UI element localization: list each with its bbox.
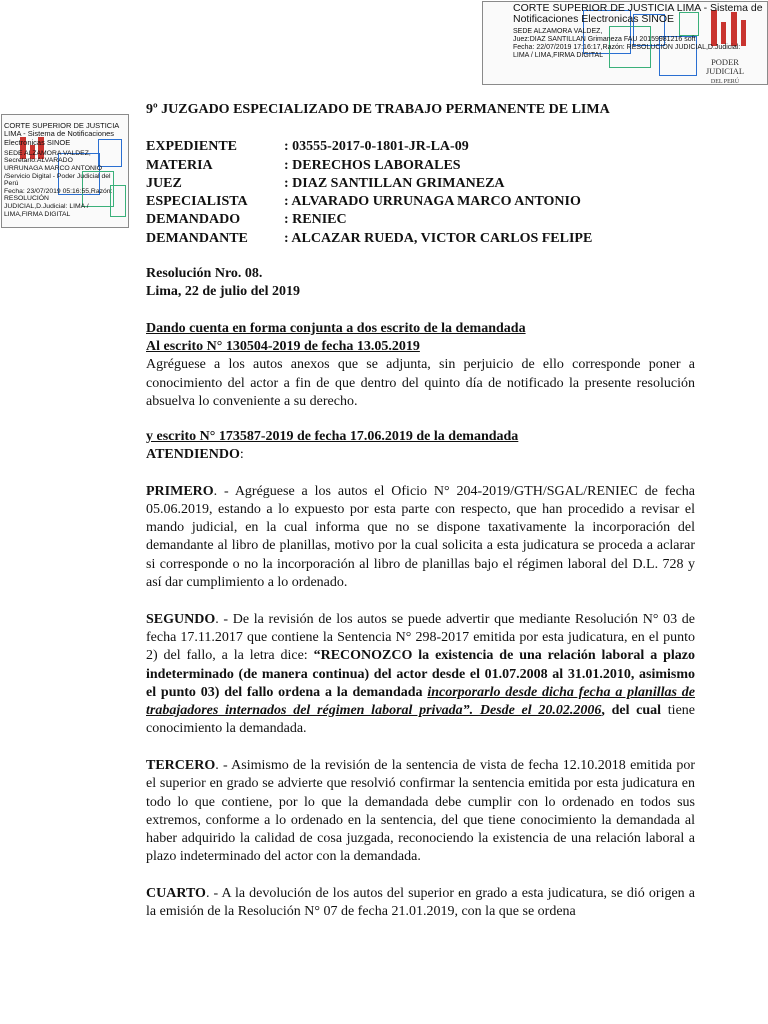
stamp-top-details: SEDE ALZAMORA VALDEZ, Juez:DIAZ SANTILLAN Grimaneza FAU 20159981216 soft Fecha: 22/07/2019 17:16:17,Razón: RESOLUCIÓN JUDICIAL,D.Judicial: LIMA / LIMA,FIRMA DIGITAL (513, 28, 741, 59)
stamp-top-title: CORTE SUPERIOR DE JUSTICIA LIMA - Sistema de Notificaciones Electronicas SINOE (513, 2, 763, 25)
atendiendo-colon: : (239, 446, 244, 462)
resolution-document (146, 101, 695, 922)
atendiendo-label: ATENDIENDO (146, 446, 240, 462)
segundo-quote: “RECONOZCO la existencia de una relación laboral a plazo indeterminado (de manera continua) del actor desde el 01.07.2008 al 31.01.2010, asimismo el punto 03) del fallo ordena a la demandada (146, 648, 695, 700)
cuarto-label: CUARTO (146, 886, 206, 902)
field-value: : DERECHOS LABORALES (284, 157, 461, 173)
segundo-label: SEGUNDO (146, 611, 216, 627)
paragraph-tercero (146, 757, 695, 867)
stamp-left-title: CORTE SUPERIOR DE JUSTICIA LIMA - Sistema de Notificaciones Electronicas SINOE (4, 121, 119, 147)
field-value: : RENIEC (284, 212, 347, 228)
stamp-left-details: SEDE ALZAMORA VALDEZ, Secretario:ALVARADO URRUNAGA MARCO ANTONIO /Servicio Digital - Poder Judicial del Perú Fecha: 23/07/2019 05:16:55,Razón: RESOLUCIÓN JUDICIAL,D.Judicial: LIMA / LIMA,FIRMA DIGITAL (4, 149, 113, 218)
case-info-row (146, 193, 695, 211)
digital-signature-stamp-top (482, 1, 768, 85)
tercero-text: . - Asimismo de la revisión de la sentencia de vista de fecha 12.10.2018 emitida por el superior en grado se advierte que resolvió confirmar la sentencia emitida por esta judicatura en todo lo que contiene, por lo que la demandada debe cumplir con lo ordenado en todos sus extremos, conforme a lo ordenado en la sentencia, del que tiene conocimiento la demandada al haber adquirido la calidad de cosa juzgada, reconociendo la existencia de una relación laboral a plazo indeterminado del actor con la demandada. (146, 758, 695, 865)
place-date: Lima, 22 de julio del 2019 (146, 284, 301, 300)
field-label: DEMANDANTE (146, 230, 248, 246)
resolution-number: Resolución Nro. 08. (146, 266, 263, 282)
field-label: ESPECIALISTA (146, 194, 248, 210)
cuarto-text: . - A la devolución de los autos del superior en grado a esta judicatura, se dió origen a la emisión de la Resolución N° 07 de fecha 21.01.2019, con la que se ordena (146, 886, 695, 920)
field-value: : 03555-2017-0-1801-JR-LA-09 (284, 139, 469, 155)
primero-label: PRIMERO (146, 483, 214, 499)
case-info-table (146, 138, 695, 248)
field-label: MATERIA (146, 157, 213, 173)
paragraph-cuarto (146, 885, 695, 922)
case-info-row (146, 211, 695, 229)
case-info-row (146, 138, 695, 156)
tercero-label: TERCERO (146, 758, 216, 773)
logo-line-1: PODER JUDICIAL (705, 57, 745, 76)
primero-text: . - Agréguese a los autos el Oficio N° 204-2019/GTH/SGAL/RENIEC de fecha 05.06.2019, estando a lo expuesto por esta parte con respecto, que han procedido a revisar el mando judicial, en la cual informa que no se dispone taxativamente la incorporación del demandante al libro de planillas, motivo por la cual solicita a esta judicatura se proceda a aclarar si corresponde o no la incorporación al libro de planillas bajo el régimen laboral del D.L. 728 y así dar cumplimiento a lo ordenado. (146, 483, 695, 591)
field-label: JUEZ (146, 175, 182, 191)
digital-signature-stamp-left (1, 114, 129, 228)
segundo-bold-2: , del cual (601, 703, 662, 719)
subject-line-2: Al escrito N° 130504-2019 de fecha 13.05.2019 (146, 338, 420, 354)
case-info-row (146, 230, 695, 248)
poder-judicial-logo (695, 58, 755, 85)
court-heading: 9º JUZGADO ESPECIALIZADO DE TRABAJO PERMANENTE DE LIMA (146, 102, 610, 117)
field-label: DEMANDADO (146, 212, 241, 228)
paragraph-anexos: Agréguese a los autos anexos que se adjunta, sin perjuicio de ello corresponde poner a conocimiento del actor a fin de que dentro del quinto día de notificado la presente resolución absuelva lo conveniente a su derecho. (146, 357, 695, 409)
segundo-quote-italic: incorporarlo desde dicha fecha a planillas de trabajadores internados del régimen laboral privada”. Desde el 20.02.2006 (146, 684, 695, 719)
subject-line-1: Dando cuenta en forma conjunta a dos escrito de la demandada (146, 320, 526, 336)
field-value: : DIAZ SANTILLAN GRIMANEZA (284, 175, 505, 191)
paragraph-segundo (146, 611, 695, 739)
case-info-row (146, 175, 695, 193)
paragraph-primero (146, 483, 695, 593)
subject-line-3: y escrito N° 173587-2019 de fecha 17.06.2019 de la demandada (146, 428, 519, 444)
field-label: EXPEDIENTE (146, 139, 238, 155)
field-value: : ALVARADO URRUNAGA MARCO ANTONIO (284, 194, 581, 210)
case-info-row (146, 157, 695, 175)
logo-line-2: DEL PERÚ (710, 79, 740, 85)
segundo-text-1: . - De la revisión de los autos se puede advertir que mediante Resolución N° 03 de fecha 17.11.2017 que contiene la Sentencia N° 298-2017 emitida por esta judicatura, en el punto 2) del fallo, a la letra dice: (146, 611, 695, 664)
atendiendo-heading (146, 446, 695, 464)
field-value: : ALCAZAR RUEDA, VICTOR CARLOS FELIPE (284, 230, 593, 246)
segundo-text-2: tiene conocimiento la demandada. (146, 703, 695, 737)
